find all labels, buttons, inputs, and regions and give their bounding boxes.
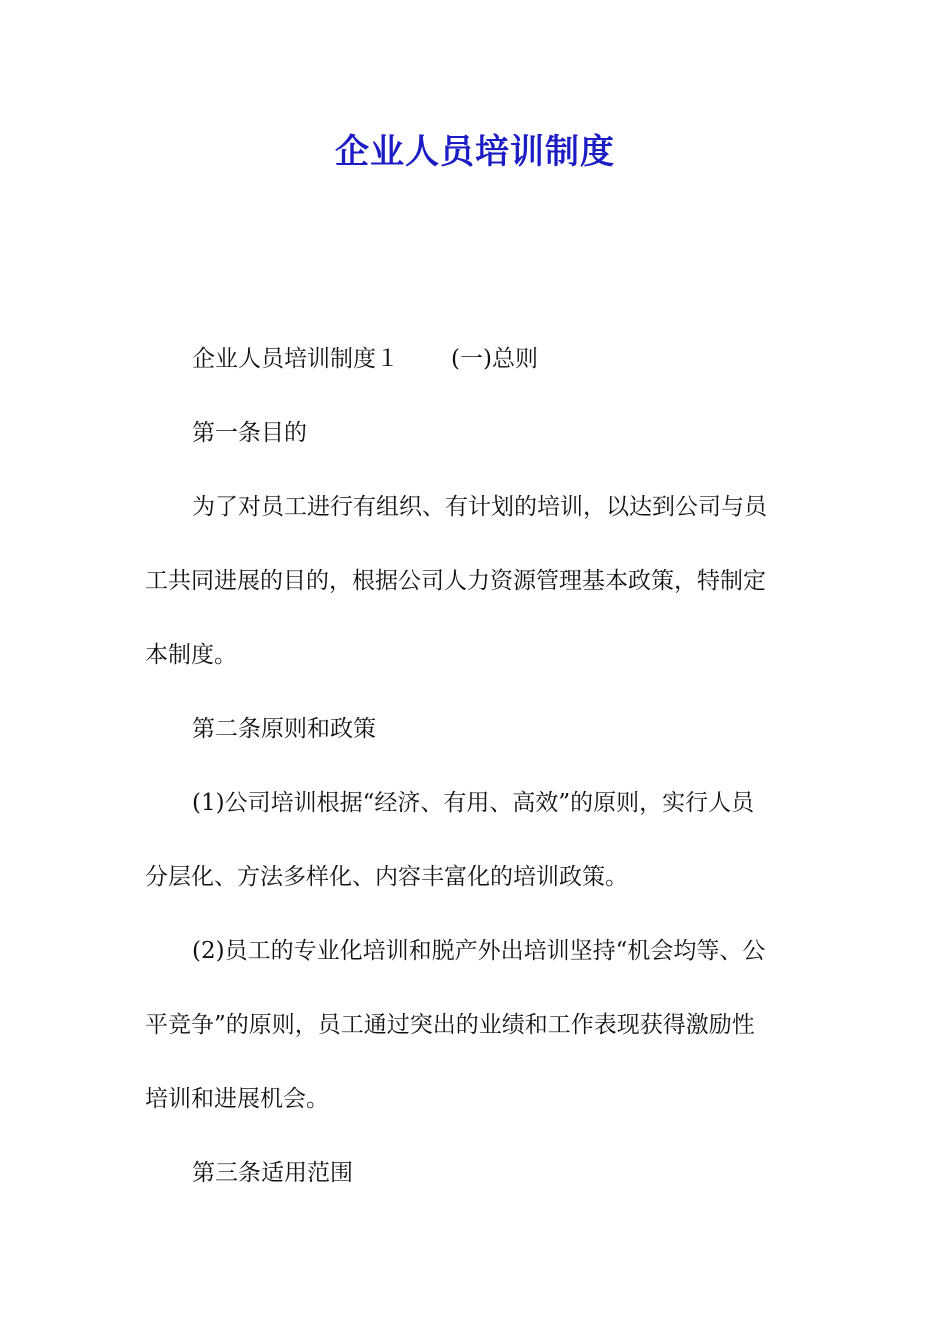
article-1-line-2: 工共同进展的目的，根据公司人力资源管理基本政策，特制定 (145, 568, 766, 594)
article-2-p1-line-2: 分层化、方法多样化、内容丰富化的培训政策。 (145, 864, 628, 890)
article-1-line-3: 本制度。 (145, 642, 237, 668)
article-1-line-1: 为了对员工进行有组织、有计划的培训，以达到公司与员 (192, 494, 767, 520)
article-3-title: 第三条适用范围 (192, 1160, 353, 1186)
article-2-p2-line-1: (2)员工的专业化培训和脱产外出培训坚持“机会均等、公 (192, 938, 766, 964)
document-body (145, 322, 807, 1210)
section-heading-line (145, 322, 807, 396)
article-2-title: 第二条原则和政策 (192, 716, 376, 742)
article-1-title: 第一条目的 (192, 420, 307, 446)
document-title: 企业人员培训制度 (335, 132, 615, 172)
article-2-p1-line-1: (1)公司培训根据“经济、有用、高效”的原则，实行人员 (192, 790, 755, 816)
document-subtitle: 企业人员培训制度１ (192, 346, 399, 372)
article-2-p2-line-2: 平竞争”的原则，员工通过突出的业绩和工作表现获得激励性 (145, 1012, 755, 1038)
article-2-p2-line-3: 培训和进展机会。 (145, 1086, 329, 1112)
section-title-general: (一)总则 (451, 346, 538, 372)
